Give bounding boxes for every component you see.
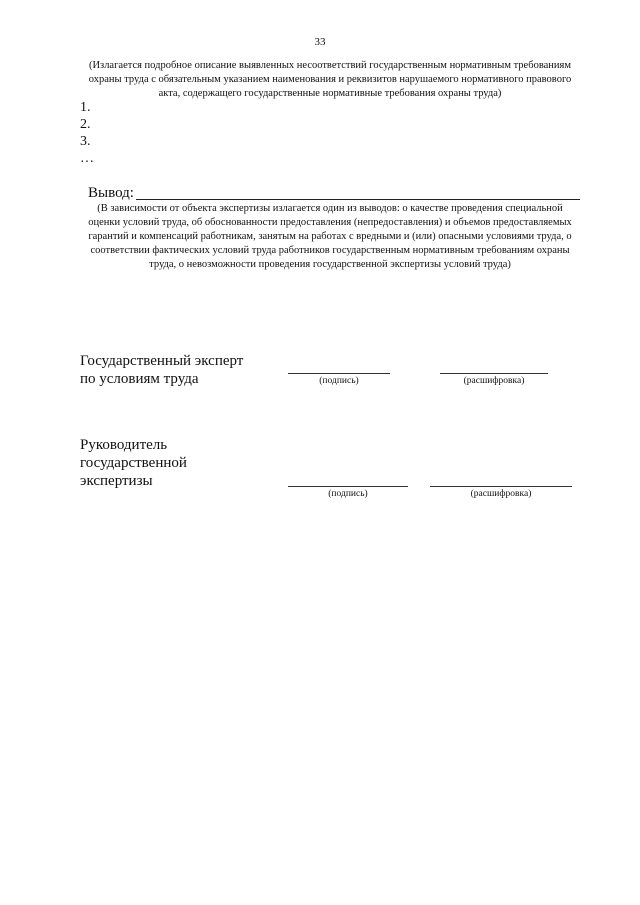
signature-line [288,373,390,374]
signer-title-line: государственной [80,455,187,471]
list-item: … [80,151,94,166]
decoding-line [440,373,548,374]
signature-caption: (подпись) [328,489,368,499]
decoding-caption: (расшифровка) [470,489,532,499]
list-item: 2. [80,117,91,132]
list-item: 3. [80,134,91,149]
conclusion-row [88,185,580,202]
decoding-caption: (расшифровка) [463,376,525,386]
page-number: 33 [314,36,326,48]
signer-title-line: Руководитель [80,437,168,453]
signature-block-head [80,436,187,490]
intro-note: (Излагается подробное описание выявленных несоответствий государственным нормативным требованиям охраны труда с обязательным указанием наименования и реквизитов нарушаемого нормативного правового акта, содержащего государственные нормативные требования охраны труда) [88,60,572,99]
conclusion-line [136,199,580,200]
signer-title-line: по условиям труда [80,371,199,387]
signature-block-expert [80,352,243,388]
signature-line [288,486,408,487]
decoding-line [430,486,572,487]
conclusion-label: Вывод: [88,185,134,201]
signer-title-line: Государственный эксперт [80,353,244,369]
conclusion-note: (В зависимости от объекта экспертизы излагается один из выводов: о качестве проведения специальной оценки условий труда, об обоснованности предоставления (непредоставления) и объемов предоставляемых гарантий и компенсаций работникам, занятым на работах с вредными и (или) опасными условиями труда, о соответствии фактических условий труда работников государственным нормативным требованиям охраны труда, о невозможности проведения государственной экспертизы условий труда) [88,203,572,270]
signature-caption: (подпись) [319,376,359,386]
list-item: 1. [80,100,91,115]
signer-title-line: экспертизы [80,473,153,489]
numbered-list [80,99,94,167]
